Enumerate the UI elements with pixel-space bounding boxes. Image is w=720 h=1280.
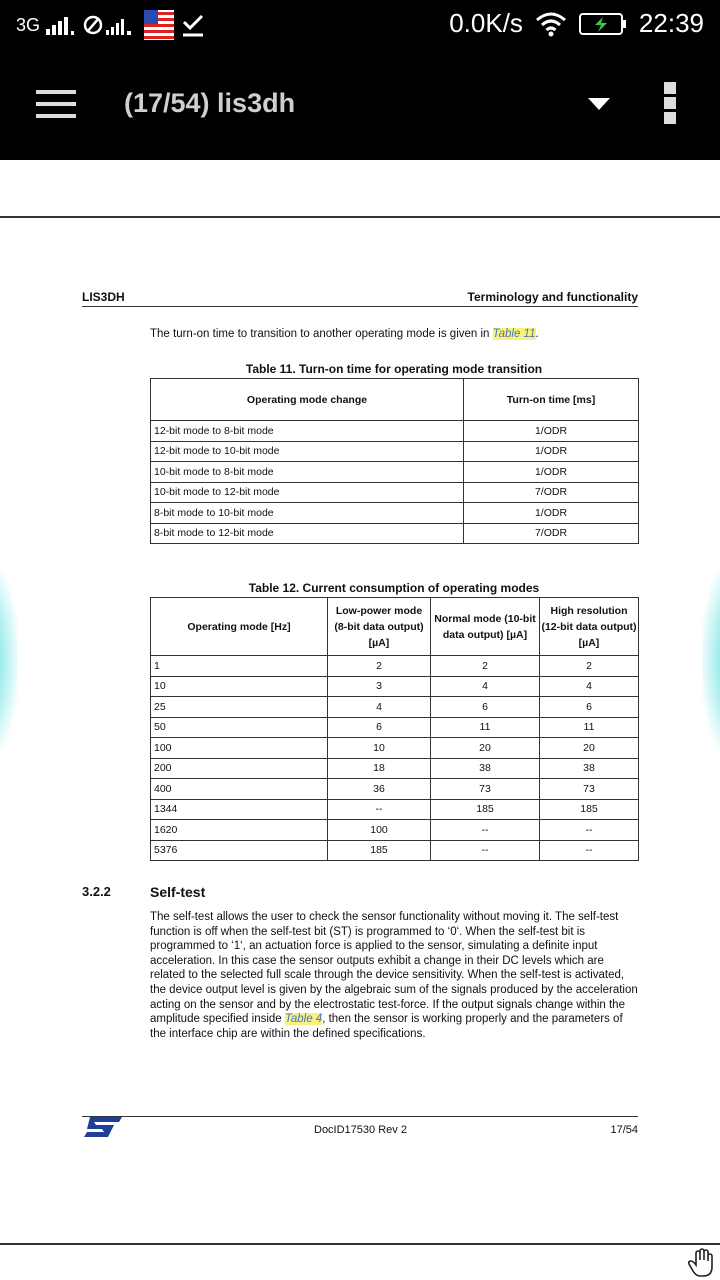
table11-row <box>151 462 639 483</box>
table12-cell-highres: 6 <box>540 697 639 718</box>
us-flag-icon <box>144 10 174 40</box>
page-bottom-divider <box>0 1243 720 1245</box>
table11-row <box>151 421 639 442</box>
table12-row <box>151 676 639 697</box>
table12-row <box>151 758 639 779</box>
table12 <box>150 597 639 861</box>
status-bar <box>0 0 720 50</box>
table12-header-normal: Normal mode (10-bit data output) [µA] <box>431 598 540 656</box>
table12-cell-mode: 400 <box>151 779 328 800</box>
table12-row <box>151 799 639 820</box>
table11-cell-mode: 8-bit mode to 12-bit mode <box>151 523 464 544</box>
table11-link[interactable]: Table 11 <box>492 328 536 340</box>
table12-header-highres: High resolution (12-bit data output) [µA] <box>540 598 639 656</box>
table11-row <box>151 482 639 503</box>
overflow-menu-icon[interactable] <box>664 82 678 127</box>
table12-header-mode: Operating mode [Hz] <box>151 598 328 656</box>
intro-paragraph <box>150 328 539 340</box>
dropdown-arrow-icon[interactable] <box>588 98 610 112</box>
table12-cell-normal: 4 <box>431 676 540 697</box>
page-top-divider <box>0 216 720 218</box>
table12-cell-normal: -- <box>431 840 540 861</box>
table11-header-mode: Operating mode change <box>151 379 464 421</box>
table12-cell-normal: 2 <box>431 656 540 677</box>
intro-text: The turn-on time to transition to another operating mode is given in <box>150 328 493 340</box>
table11-cell-time: 1/ODR <box>464 441 639 462</box>
table12-row <box>151 656 639 677</box>
menu-icon[interactable] <box>36 90 76 120</box>
table12-cell-normal: 73 <box>431 779 540 800</box>
table12-cell-lowpower: -- <box>328 799 431 820</box>
table11-header-time: Turn-on time [ms] <box>464 379 639 421</box>
table12-cell-lowpower: 18 <box>328 758 431 779</box>
table11-caption: Table 11. Turn-on time for operating mode transition <box>245 362 543 376</box>
network-speed: 0.0K/s <box>449 8 523 38</box>
doc-header-left: LIS3DH <box>82 290 125 304</box>
table11-row <box>151 503 639 524</box>
table12-cell-mode: 10 <box>151 676 328 697</box>
table12-cell-lowpower: 185 <box>328 840 431 861</box>
network-type-label: 3G <box>16 14 41 35</box>
no-sim-signal-icon <box>82 14 138 36</box>
table12-cell-highres: 185 <box>540 799 639 820</box>
table12-cell-lowpower: 100 <box>328 820 431 841</box>
table12-cell-lowpower: 6 <box>328 717 431 738</box>
table11-cell-time: 1/ODR <box>464 503 639 524</box>
doc-footer-rule <box>82 1116 638 1117</box>
table11-row <box>151 523 639 544</box>
table12-cell-mode: 1 <box>151 656 328 677</box>
table12-cell-lowpower: 4 <box>328 697 431 718</box>
doc-header-right: Terminology and functionality <box>467 290 638 304</box>
table11-cell-time: 7/ODR <box>464 482 639 503</box>
table12-cell-normal: -- <box>431 820 540 841</box>
table12-cell-highres: 73 <box>540 779 639 800</box>
table11-cell-mode: 10-bit mode to 12-bit mode <box>151 482 464 503</box>
table4-link[interactable]: Table 4 <box>284 1013 323 1026</box>
table12-cell-normal: 11 <box>431 717 540 738</box>
table12-cell-normal: 185 <box>431 799 540 820</box>
section-number: 3.2.2 <box>82 884 111 899</box>
table11 <box>150 378 639 544</box>
st-logo <box>84 1117 122 1142</box>
table12-header-lowpower: Low-power mode (8-bit data output) [µA] <box>328 598 431 656</box>
scroll-edge-glow-left <box>0 540 18 780</box>
table12-cell-highres: 38 <box>540 758 639 779</box>
wifi-icon <box>535 11 567 37</box>
table12-cell-normal: 20 <box>431 738 540 759</box>
table11-cell-mode: 12-bit mode to 10-bit mode <box>151 441 464 462</box>
battery-charging-icon <box>579 12 627 36</box>
section-body-end: , then the sensor is working properly and the parameters of the interface chip are within the defined specifications. <box>150 1013 623 1040</box>
status-left <box>16 10 206 40</box>
clock: 22:39 <box>638 8 704 38</box>
table11-cell-mode: 12-bit mode to 8-bit mode <box>151 421 464 442</box>
table12-cell-highres: 4 <box>540 676 639 697</box>
intro-end: . <box>535 328 539 340</box>
table12-row <box>151 779 639 800</box>
download-done-icon <box>180 12 206 38</box>
section-body <box>150 910 640 1041</box>
pan-hand-icon[interactable] <box>688 1248 716 1278</box>
document-title: (17/54) lis3dh <box>124 88 296 118</box>
table12-cell-highres: 11 <box>540 717 639 738</box>
table11-cell-time: 1/ODR <box>464 462 639 483</box>
table12-row <box>151 717 639 738</box>
table12-cell-normal: 38 <box>431 758 540 779</box>
doc-header-rule <box>82 306 638 307</box>
table12-cell-mode: 100 <box>151 738 328 759</box>
section-title: Self-test <box>150 884 206 900</box>
table12-row <box>151 820 639 841</box>
table11-row <box>151 441 639 462</box>
table12-cell-lowpower: 2 <box>328 656 431 677</box>
scroll-edge-glow-right <box>702 540 720 780</box>
table12-cell-lowpower: 36 <box>328 779 431 800</box>
table11-cell-mode: 8-bit mode to 10-bit mode <box>151 503 464 524</box>
section-body-text: The self-test allows the user to check the sensor functionality without moving it. The self-test function is off when the self-test bit (ST) is programmed to ‘0‘. When the self-test bit is programmed to ‘1‘, an actuation force is applied to the sensor, simulating a definite input acceleration. In this case the sensor outputs exhibit a change in their DC levels which are related to the selected full scale through the device sensitivity. When the self-test is activated, the device output level is given by the algebraic sum of the signals produced by the acceleration acting on the sensor and by the electrostatic test-force. If the output signals change within the amplitude specified inside <box>150 911 638 1026</box>
doc-id: DocID17530 Rev 2 <box>314 1124 407 1136</box>
table12-cell-highres: 20 <box>540 738 639 759</box>
table12-cell-mode: 25 <box>151 697 328 718</box>
table12-row <box>151 697 639 718</box>
table12-cell-lowpower: 10 <box>328 738 431 759</box>
app-bar <box>0 50 720 160</box>
signal-icon <box>46 15 76 35</box>
table12-cell-lowpower: 3 <box>328 676 431 697</box>
table11-cell-time: 1/ODR <box>464 421 639 442</box>
table12-row <box>151 738 639 759</box>
table12-cell-highres: -- <box>540 820 639 841</box>
table12-cell-mode: 1620 <box>151 820 328 841</box>
table11-cell-time: 7/ODR <box>464 523 639 544</box>
table12-cell-mode: 200 <box>151 758 328 779</box>
table12-cell-mode: 1344 <box>151 799 328 820</box>
table12-cell-mode: 5376 <box>151 840 328 861</box>
table11-cell-mode: 10-bit mode to 8-bit mode <box>151 462 464 483</box>
status-right <box>449 8 704 39</box>
table12-cell-mode: 50 <box>151 717 328 738</box>
table12-row <box>151 840 639 861</box>
table12-cell-highres: 2 <box>540 656 639 677</box>
page-number: 17/54 <box>610 1124 638 1136</box>
table12-caption: Table 12. Current consumption of operating modes <box>248 581 540 595</box>
table12-cell-highres: -- <box>540 840 639 861</box>
table12-cell-normal: 6 <box>431 697 540 718</box>
